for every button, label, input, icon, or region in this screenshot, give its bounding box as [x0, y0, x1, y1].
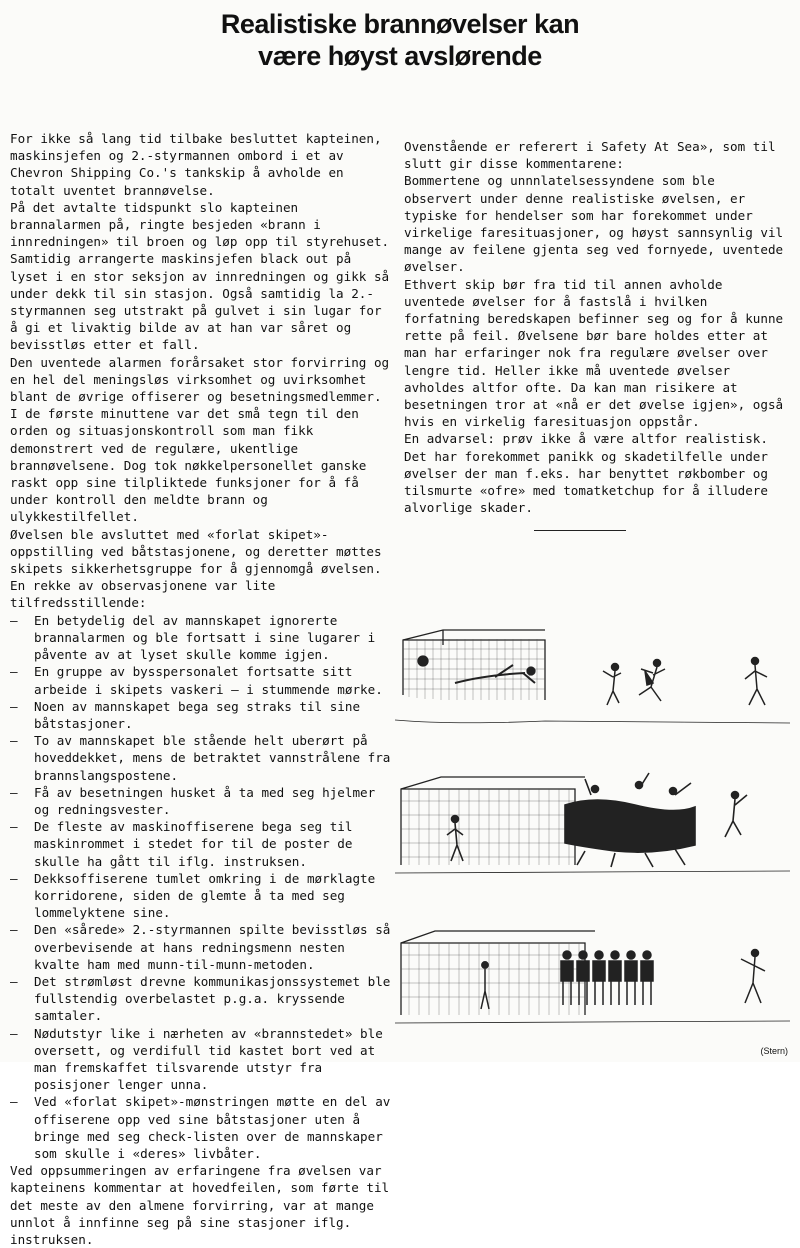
list-item-text: Nødutstyr like i nærheten av «brannstedet» ble oversett, og verdifull tid kastet bort ved at man fremskaffet tilsvarende utstyr fra posisjoner lenger unna. [34, 1025, 383, 1093]
closing-paragraph: Ved oppsummeringen av erfaringene fra øvelsen var kapteinens kommentar at hovedfeilen, som førte til det meste av den almene forvirring, var at mange unnlot å innfinne seg på sine stasjoner iflg. instruksen. [10, 1163, 390, 1247]
dash: — [10, 973, 18, 989]
paragraph: Ovenstående er referert i Safety At Sea», som til slutt gir disse kommentarene: [404, 139, 776, 172]
dash: — [10, 1025, 18, 1041]
paragraph: Bommertene og unnnlatelsessyndene som ble observert under denne realistiske øvelsen, er typiske for hendelser som har forekommet under virkelige faresituasjoner, og høyst sannsynlig vil mange av feilene gjenta seg ved fornyede, uventede øvelser. [404, 173, 784, 275]
list-item [10, 698, 394, 732]
paragraph: Den uventede alarmen forårsaket stor forvirring og en hel del meningsløs virksomhet og uvirksomhet blant de øvrige offiserer og besetningsmedlemmer. I de første minuttene var det små tegn til den orden og situasjonskontroll som man fikk demonstrert ved de regulære, ukentlige brannøvelsene. Dog tok nøkkelpersonellet ganske raskt opp sine tilpliktede funksjoner for å få under kontroll den meldte brann og ulykkestilfellet. [10, 354, 390, 525]
left-column [10, 130, 394, 1248]
paragraph: Øvelsen ble avsluttet med «forlat skipet»-oppstilling ved båtstasjonene, og deretter møttes skipets sikkerhetsgruppe for å gjennomgå øvelsen. [10, 526, 382, 577]
paragraph: Ethvert skip bør fra tid til annen avholde uventede øvelser for å fastslå i hvilken forfatning beredskapen befinner seg og for å kunne rette på feil. Øvelsene bør bare holdes etter at man har erfaringer nok fra regulære øvelser over lengre tid. Heller ikke må uventede øvelser avholdes altfor ofte. Da kan man risikere at besetningen tror at «nå er det øvelse igjen», også hvis en virkelig faresituasjon oppstår. [404, 276, 784, 430]
title-line-2: være høyst avslørende [258, 41, 542, 71]
list-item-text: Det strømløst drevne kommunikasjonssystemet ble fullstendig overbelastet p.g.a. kryssende samtaler. [34, 973, 391, 1024]
list-item-text: Få av besetningen husket å ta med seg hjelmer og redningsvester. [34, 784, 376, 817]
dash: — [10, 1094, 18, 1110]
list-item [10, 612, 394, 664]
end-rule [534, 530, 626, 531]
paragraph: For ikke så lang tid tilbake besluttet kapteinen, maskinsjefen og 2.-styrmannen ombord i et av Chevron Shipping Co.'s tankskip å avholde en totalt uventet brannøvelse. [10, 131, 382, 198]
list-item-text: Noen av mannskapet bega seg straks til sine båtstasjoner. [34, 698, 361, 731]
dash: — [10, 733, 18, 749]
list-item-text: Ved «forlat skipet»-mønstringen møtte en del av offiserene opp ved sine båtstasjoner uten å bringe med seg check-listen over de mannskaper som skulle i «deres» livbåter. [34, 1094, 391, 1161]
dash: — [10, 784, 18, 800]
list-item [10, 732, 394, 784]
list-item [10, 784, 394, 818]
dash: — [10, 664, 18, 680]
list-item-text: En betydelig del av mannskapet ignorerte brannalarmen og ble fortsatt i sine lugarer i påvente av at lyset skulle komme igjen. [34, 612, 376, 663]
list-item [10, 973, 394, 1025]
list-item-text: Den «sårede» 2.-styrmannen spilte bevisstløs så overbevisende at hans redningsmenn nesten kvalte ham med munn-til-munn-metoden. [34, 922, 391, 972]
dash: — [10, 612, 18, 628]
list-item-text: En gruppe av bysspersonalet fortsatte sitt arbeide i skipets vaskeri — i stummende mørke. [34, 664, 383, 697]
list-item-text: De fleste av maskinoffiserene bega seg til maskinrommet i stedet for til de poster de skulle ha gått til iflg. instruksen. [34, 819, 353, 869]
illustration-credit: (Stern) [760, 1046, 788, 1056]
list-item-text: To av mannskapet ble stående helt uberørt på hoveddekket, mens de betraktet vannstrålene fra brannslangspostene. [34, 733, 391, 783]
list-item [10, 1025, 394, 1094]
cartoon-panel-goal-save [395, 625, 790, 745]
list-item [10, 1093, 394, 1162]
paragraph: En rekke av observasjonene var lite tilfredsstillende: [10, 578, 276, 611]
paragraph: En advarsel: prøv ikke å være altfor realistisk. Det har forekommet panikk og skadetilfelle under øvelser der man f.eks. har benyttet røkbomber og tilsmurte «ofre» med tomatketchup for å illudere alvorlige skader. [404, 431, 768, 516]
list-item [10, 663, 394, 697]
cartoon-panel-line-up [395, 925, 790, 1045]
list-item-text: Dekksoffiserene tumlet omkring i de mørklagte korridorene, siden de glemte å ta med seg lommelyktene sine. [34, 870, 376, 921]
paragraph: På det avtalte tidspunkt slo kapteinen brannalarmen på, ringte besjeden «brann i innredningen» til broen og løp opp til styrehuset. Samtidig arrangerte maskinsjefen black out på lyset i en stor seksjon av innredningen og gikk så under dekk til sin stasjon. Også samtidig la 2.-styrmannen seg utstrakt på gulvet i sin lugar for å gi et livaktig bilde av at han var såret og bevisstløs etter et fall. [10, 199, 390, 353]
dash: — [10, 698, 18, 714]
dash: — [10, 922, 18, 938]
dash: — [10, 870, 18, 886]
list-item [10, 870, 394, 922]
list-item [10, 818, 394, 870]
list-item [10, 921, 394, 973]
cartoon-panel-melee [395, 765, 790, 885]
title-line-1: Realistiske brannøvelser kan [220, 9, 580, 39]
dash: — [10, 819, 18, 835]
right-column [404, 138, 786, 531]
article-title [0, 8, 800, 72]
